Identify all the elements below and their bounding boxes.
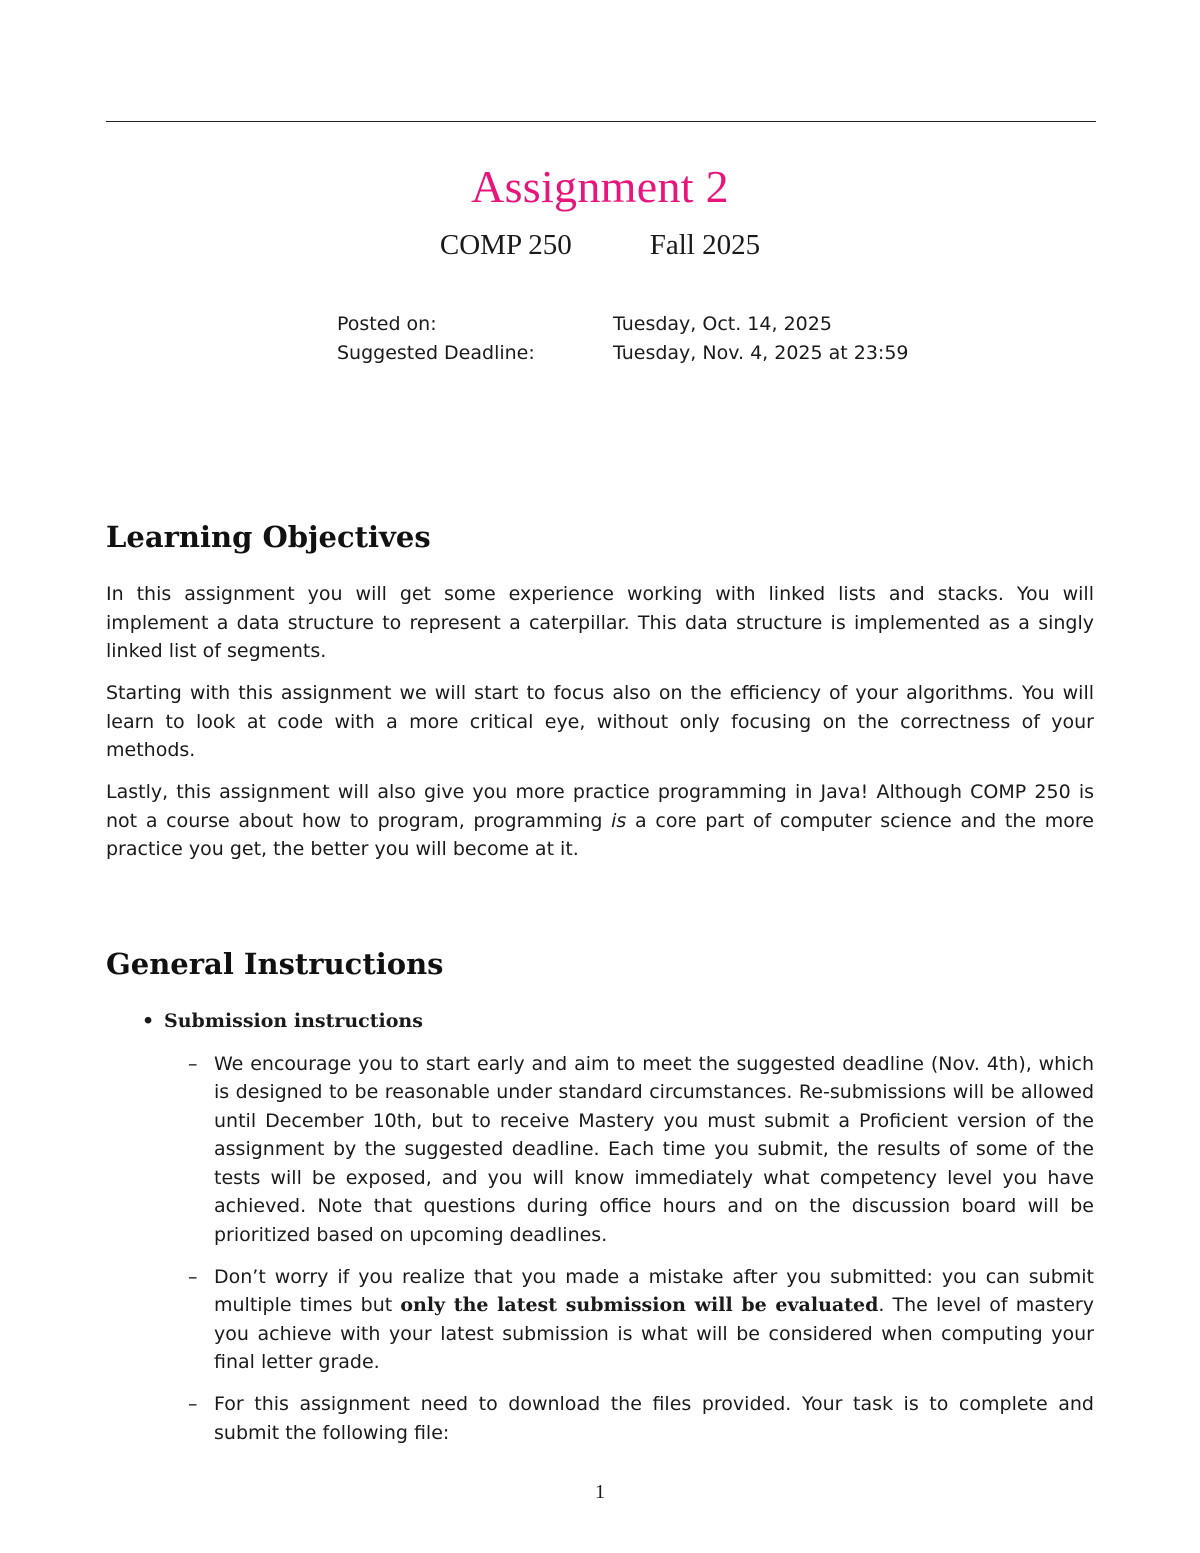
dash-icon: – — [188, 1265, 198, 1288]
objectives-paragraph-3 — [106, 778, 1094, 864]
objectives-p3-text-end: a core part of computer science and the more practice you get, the better you will become at it. — [106, 809, 1094, 860]
date-table — [337, 310, 909, 368]
submission-instructions-title: Submission instructions — [164, 1010, 423, 1032]
posted-label: Posted on: — [337, 313, 437, 335]
posted-value: Tuesday, Oct. 14, 2025 — [613, 313, 832, 335]
deadline-row — [337, 339, 909, 368]
sub-item-resubmit — [106, 1263, 1094, 1377]
page-number: 1 — [595, 1481, 605, 1503]
learning-objectives-body — [106, 580, 1094, 877]
learning-objectives-heading: Learning Objectives — [106, 520, 431, 554]
course-line — [0, 229, 1200, 262]
course-term: Fall 2025 — [649, 229, 761, 261]
objectives-paragraph-2: Starting with this assignment we will start to focus also on the efficiency of your algorithms. You will learn to look at code with a more critical eye, without only focusing on the correctness of your methods. — [106, 682, 1094, 761]
sub-item-resubmit-bold: only the latest submission will be evaluated — [400, 1294, 879, 1316]
sub-item-resubmit-text: Don’t worry if you realize that you made a mistake after you submitted: you can submit multiple times but — [214, 1265, 1094, 1316]
bullet-icon: • — [142, 1010, 155, 1032]
sub-item-deadline-text: We encourage you to start early and aim to meet the suggested deadline (Nov. 4th), which is designed to be reasonable under standard circumstances. Re-submissions will be allowed until December 10th, but to receive Mastery you must submit a Proficient version of the assignment by the suggested deadline. Each time you submit, the results of some of the tests will be exposed, and you will know immediately what competency level you have achieved. Note that questions during office hours and on the discussion board will be prioritized based on upcoming deadlines. — [214, 1052, 1094, 1246]
top-rule — [106, 121, 1096, 122]
sub-item-files-text: For this assignment need to download the files provided. Your task is to complete and submit the following file: — [214, 1393, 1094, 1444]
objectives-p3-emphasis: is — [611, 809, 627, 832]
sub-item-files — [106, 1390, 1094, 1447]
submission-instructions-item — [106, 1007, 1094, 1036]
objectives-p3-text: Lastly, this assignment will also give you more practice programming in Java! Although COMP 250 is not a course about how to program, programming — [106, 781, 1094, 832]
deadline-value: Tuesday, Nov. 4, 2025 at 23:59 — [613, 342, 909, 364]
dash-icon: – — [188, 1052, 198, 1075]
course-code: COMP 250 — [439, 229, 572, 261]
objectives-paragraph-1: In this assignment you will get some experience working with linked lists and stacks. You will implement a data structure to represent a caterpillar. This data structure is implemented as a singly linked list of segments. — [106, 583, 1094, 662]
sub-item-resubmit-text-end: . The level of mastery you achieve with your latest submission is what will be considered when computing your final letter grade. — [214, 1294, 1094, 1373]
sub-item-deadline — [106, 1050, 1094, 1250]
dash-icon: – — [188, 1393, 198, 1415]
posted-row — [337, 310, 909, 339]
general-instructions-heading: General Instructions — [106, 947, 444, 981]
instructions-list — [106, 1007, 1094, 1461]
deadline-label: Suggested Deadline: — [337, 342, 535, 364]
assignment-title: Assignment 2 — [471, 161, 729, 212]
